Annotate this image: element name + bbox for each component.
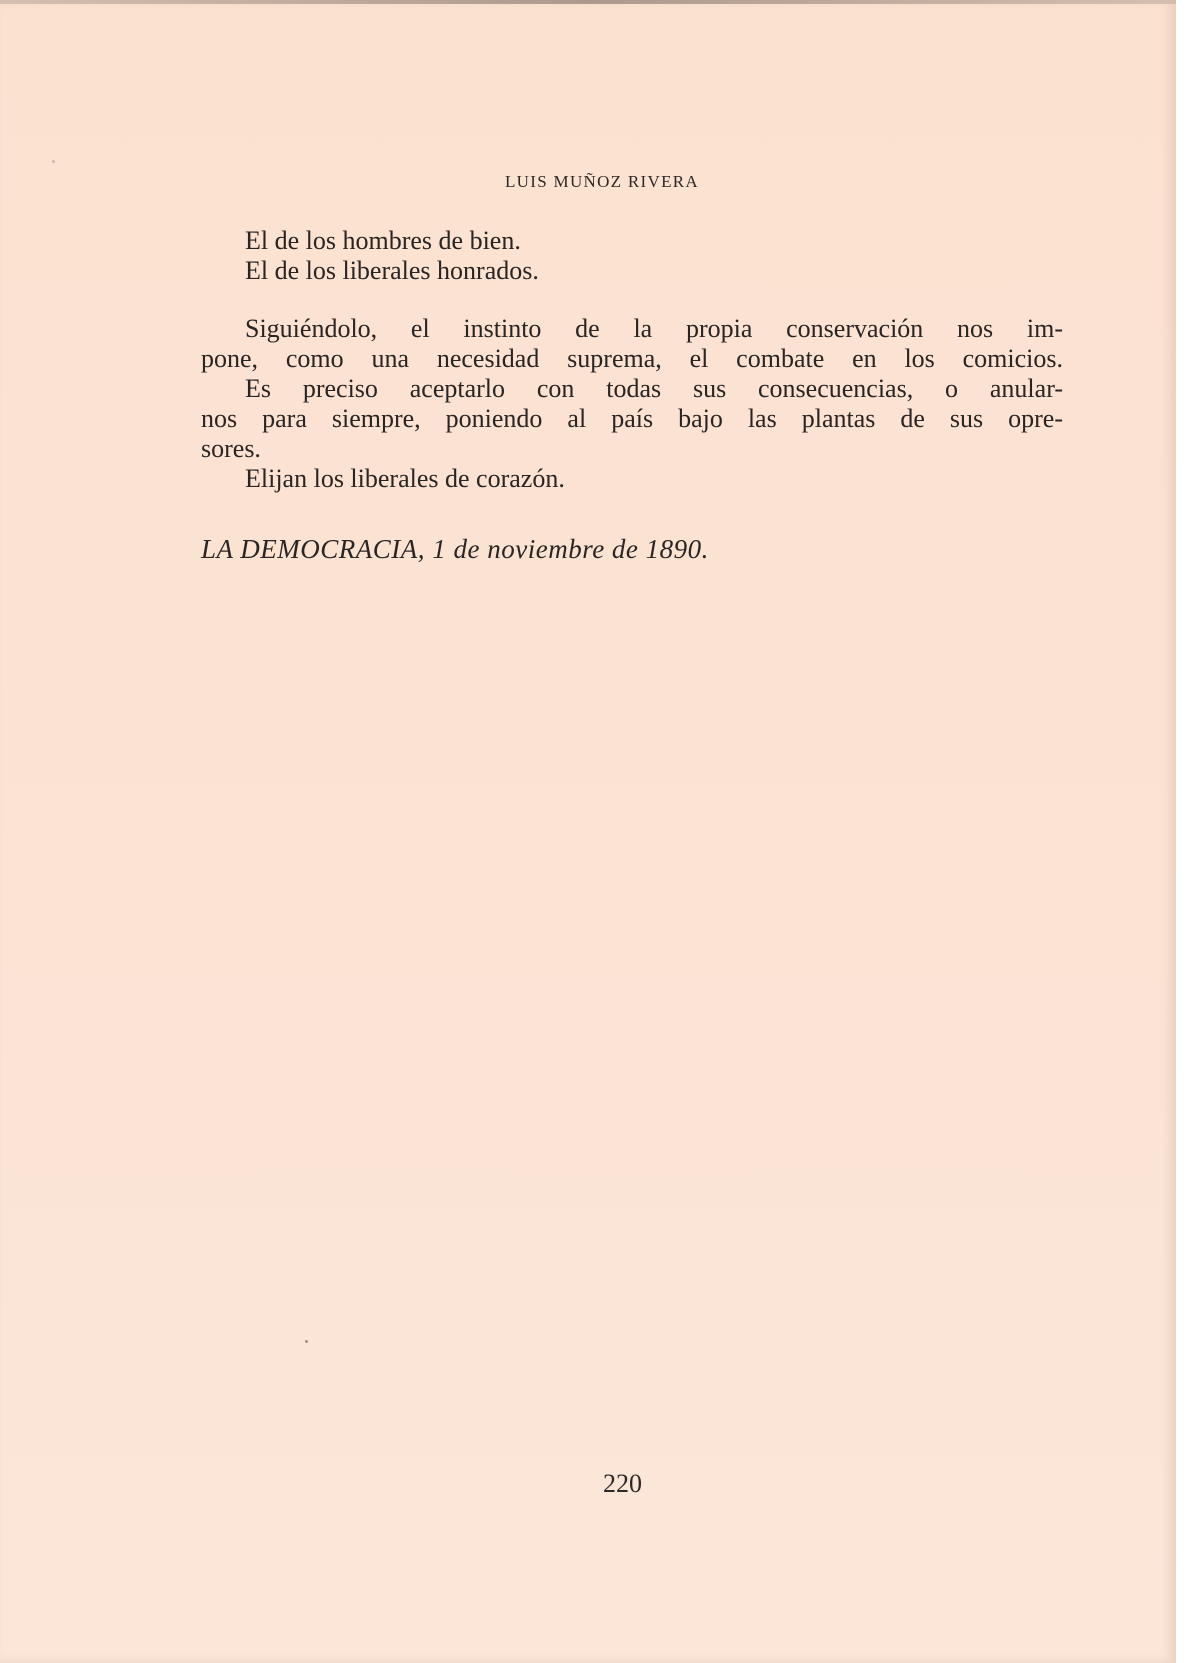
body-line: pone, como una necesidad suprema, el combate en los comicios. — [201, 344, 1063, 373]
body-line: Es preciso aceptarlo con todas sus consecuencias, o anular- — [245, 374, 1063, 403]
body-line: sores. — [201, 434, 261, 463]
body-line: El de los hombres de bien. — [245, 226, 521, 255]
running-header: LUIS MUÑOZ RIVERA — [505, 172, 699, 191]
body-text — [201, 226, 1063, 494]
body-line: Siguiéndolo, el instinto de la propia conservación nos im- — [245, 314, 1063, 343]
scan-margin — [1176, 0, 1196, 1663]
paragraph-gap — [201, 286, 1063, 314]
page-top-edge — [0, 0, 1176, 4]
source-citation: LA DEMOCRACIA, 1 de noviembre de 1890. — [201, 534, 709, 564]
body-line: Elijan los liberales de corazón. — [245, 464, 565, 493]
body-line: El de los liberales honrados. — [245, 256, 539, 285]
paper-speck — [305, 1340, 308, 1343]
paper-speck — [52, 160, 55, 163]
body-line: nos para siempre, poniendo al país bajo las plantas de sus opre- — [201, 404, 1063, 433]
page-number: 220 — [603, 1469, 642, 1498]
